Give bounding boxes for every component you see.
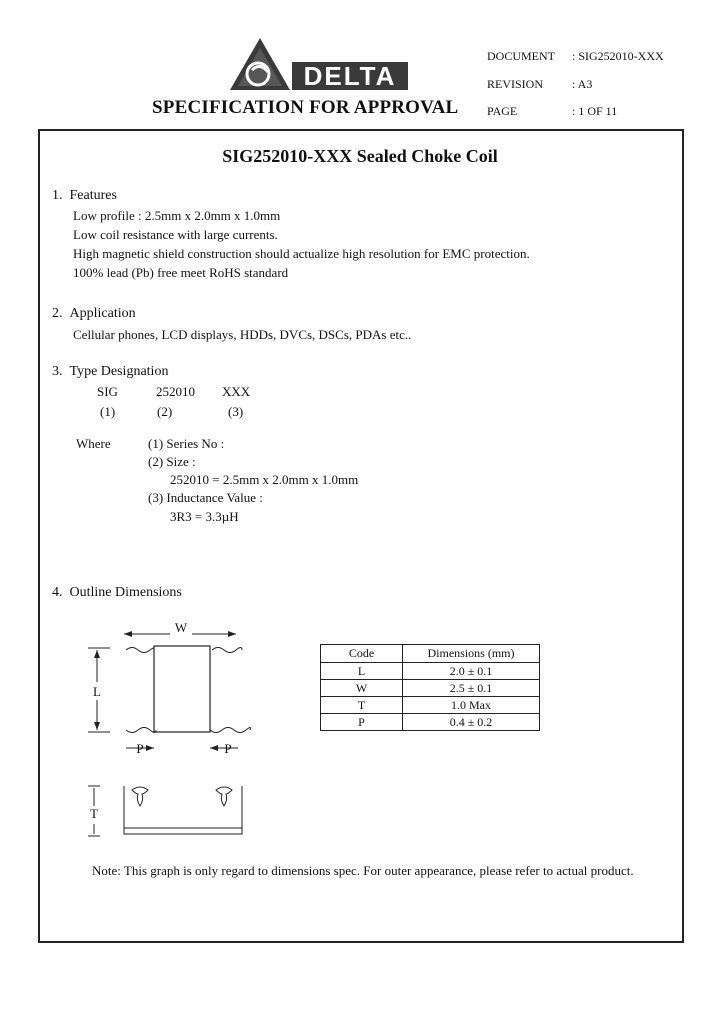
type-index-3: (3) xyxy=(228,404,244,419)
feature-line: Low profile : 2.5mm x 2.0mm x 1.0mm xyxy=(73,208,281,223)
type-code-size: 252010 xyxy=(156,384,195,399)
logo-text: DELTA xyxy=(303,61,397,91)
where-item: 252010 = 2.5mm x 2.0mm x 1.0mm xyxy=(170,472,359,487)
where-label: Where xyxy=(76,436,111,451)
meta-document-value: : SIG252010-XXX xyxy=(572,49,664,63)
table-cell: 2.5 ± 0.1 xyxy=(403,680,540,697)
outline-drawing xyxy=(80,612,260,844)
table-row xyxy=(321,680,540,697)
footnote: Note: This graph is only regard to dimensions spec. For outer appearance, please refer to actual product. xyxy=(92,863,634,878)
table-cell: 1.0 Max xyxy=(403,697,540,714)
drawing-label-l: L xyxy=(93,684,101,699)
feature-line: 100% lead (Pb) free meet RoHS standard xyxy=(73,265,289,280)
type-code-series: SIG xyxy=(97,384,118,399)
table-header-row xyxy=(321,645,540,663)
meta-revision-value: : A3 xyxy=(572,77,593,91)
drawing-label-w: W xyxy=(174,620,188,635)
where-item: 3R3 = 3.3µH xyxy=(170,509,239,524)
table-cell: W xyxy=(321,680,403,697)
table-cell: P xyxy=(321,714,403,731)
feature-line: Low coil resistance with large currents. xyxy=(73,227,278,242)
application-text: Cellular phones, LCD displays, HDDs, DVCs, DSCs, PDAs etc.. xyxy=(73,327,412,342)
delta-triangle-icon xyxy=(226,34,412,94)
doc-title: SIG252010-XXX Sealed Choke Coil xyxy=(222,146,498,166)
where-item: (2) Size : xyxy=(148,454,196,469)
table-cell: L xyxy=(321,663,403,680)
where-item: (1) Series No : xyxy=(148,436,225,451)
table-row xyxy=(321,663,540,680)
table-cell: T xyxy=(321,697,403,714)
delta-logo xyxy=(226,34,412,94)
drawing-label-p-left: P xyxy=(136,741,144,756)
meta-page-value: : 1 OF 11 xyxy=(572,104,618,118)
features-heading: 1. Features xyxy=(52,188,117,203)
feature-line: High magnetic shield construction should actualize high resolution for EMC protection. xyxy=(73,246,530,261)
outline-heading: 4. Outline Dimensions xyxy=(52,585,182,600)
meta-document-label: DOCUMENT xyxy=(487,49,555,63)
type-index-1: (1) xyxy=(100,404,116,419)
drawing-label-p-right: P xyxy=(224,741,232,756)
meta-page-label: PAGE xyxy=(487,104,518,118)
drawing-label-t: T xyxy=(90,806,98,821)
where-item: (3) Inductance Value : xyxy=(148,490,263,505)
spec-title: SPECIFICATION FOR APPROVAL xyxy=(152,97,459,118)
table-row xyxy=(321,714,540,731)
type-code-inductance: XXX xyxy=(222,384,251,399)
application-heading: 2. Application xyxy=(52,306,136,321)
type-index-2: (2) xyxy=(157,404,173,419)
table-header: Code xyxy=(321,645,403,663)
table-cell: 0.4 ± 0.2 xyxy=(403,714,540,731)
table-row xyxy=(321,697,540,714)
type-designation-heading: 3. Type Designation xyxy=(52,364,169,379)
table-header: Dimensions (mm) xyxy=(403,645,540,663)
meta-revision-label: REVISION xyxy=(487,77,543,91)
dimensions-table xyxy=(320,644,540,731)
table-cell: 2.0 ± 0.1 xyxy=(403,663,540,680)
